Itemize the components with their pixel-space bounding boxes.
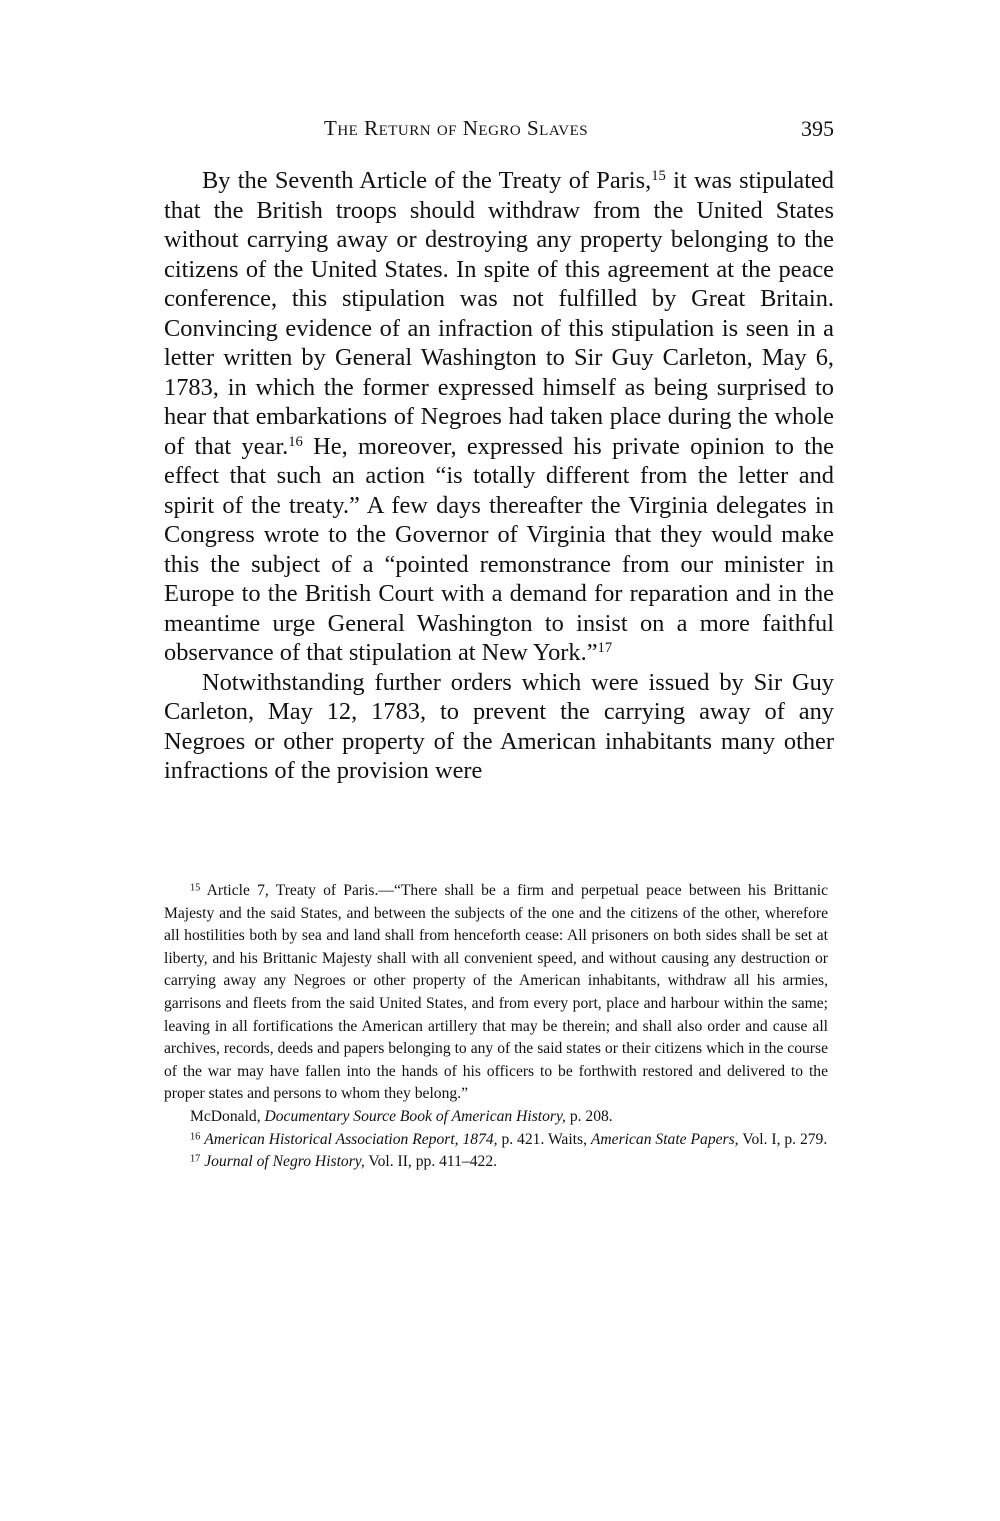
paragraph-1-part-b: it was stipulated that the British troops should withdraw from the United States without carrying away or destroying any property belonging to the citizens of the United States. In spite of this agreement at the peace conference, this stipulation was not fulfilled by Great Britain. Convincing evidence of an infraction of this stipulation is seen in a letter written by General Washington to Sir Guy Carleton, May 6, 1783, in which the former expressed himself as being surprised to hear that embarkations of Negroes had taken place during the whole of that year. [164,167,834,460]
running-title: The Return of Negro Slaves [324,116,589,140]
footnote-ref-15: 15 [651,167,666,184]
footnote-16 [164,1129,828,1152]
page-number: 395 [801,116,834,141]
footnote-15-source-title: Documentary Source Book of American History, [264,1107,566,1125]
paragraph-1-part-c: He, moreover, expressed his private opinion to the effect that such an action “is totally different from the letter and spirit of the treaty.” A few days thereafter the Virginia delegates in Congress wrote to the Governor of Virginia that they would make this the subject of a “pointed remonstrance from our minister in Europe to the British Court with a demand for reparation and in the meantime urge General Washington to insist on a more faithful observance of that stipulation at New York.” [164,432,834,666]
footnote-ref-17: 17 [597,639,613,656]
footnote-15-marker: 15 [190,882,201,894]
footnote-16-mid: p. 421. Waits, [497,1130,591,1148]
paragraph-2: Notwithstanding further orders which were issued by Sir Guy Carleton, May 12, 1783, to prevent the carrying away of any Negroes or other property of the American inhabitants many other infractions of the provision were [164,668,834,784]
footnote-16-title-1: American Historical Association Report, 1874, [204,1130,498,1148]
paragraph-1 [164,166,834,668]
footnote-16-marker: 16 [190,1130,201,1142]
footnote-17-end: Vol. II, pp. 411–422. [364,1153,498,1171]
body-text [164,166,834,786]
footnotes [164,880,828,1174]
running-head [164,116,834,146]
footnote-16-end: Vol. I, p. 279. [738,1130,828,1148]
footnote-15-text: Article 7, Treaty of Paris.—“There shall be a firm and perpetual peace between his Brittanic Majesty and the said States, and between the subjects of the one and the citizens of the other, wherefore all hostilities both by sea and land shall from henceforth cease: All prisoners on both sides shall be set at liberty, and his Brittanic Majesty shall with all convenient speed, and without causing any destruction or carrying away any Negroes or other property of the American inhabitants, withdraw all his armies, garrisons and fleets from the said United States, and from every port, place and harbour within the same; leaving in all fortifications the American artillery that may be therein; and shall also order and cause all archives, records, deeds and papers belonging to any of the said states or their citizens which in the course of the war may have fallen into the hands of his officers to be forthwith restored and delivered to the proper states and persons to whom they belong.” [164,882,828,1103]
footnote-15 [164,880,828,1106]
footnote-17-title: Journal of Negro History, [204,1153,365,1171]
footnote-16-title-2: American State Papers, [590,1130,739,1148]
footnote-15-source-author: McDonald, [190,1107,265,1125]
footnote-17-marker: 17 [190,1153,201,1165]
paragraph-1-part-a: By the Seventh Article of the Treaty of Paris, [202,167,652,194]
footnote-15-source-page: p. 208. [565,1107,613,1125]
footnote-17 [164,1151,828,1174]
footnote-ref-16: 16 [288,433,303,450]
footnote-15-source [164,1106,828,1129]
